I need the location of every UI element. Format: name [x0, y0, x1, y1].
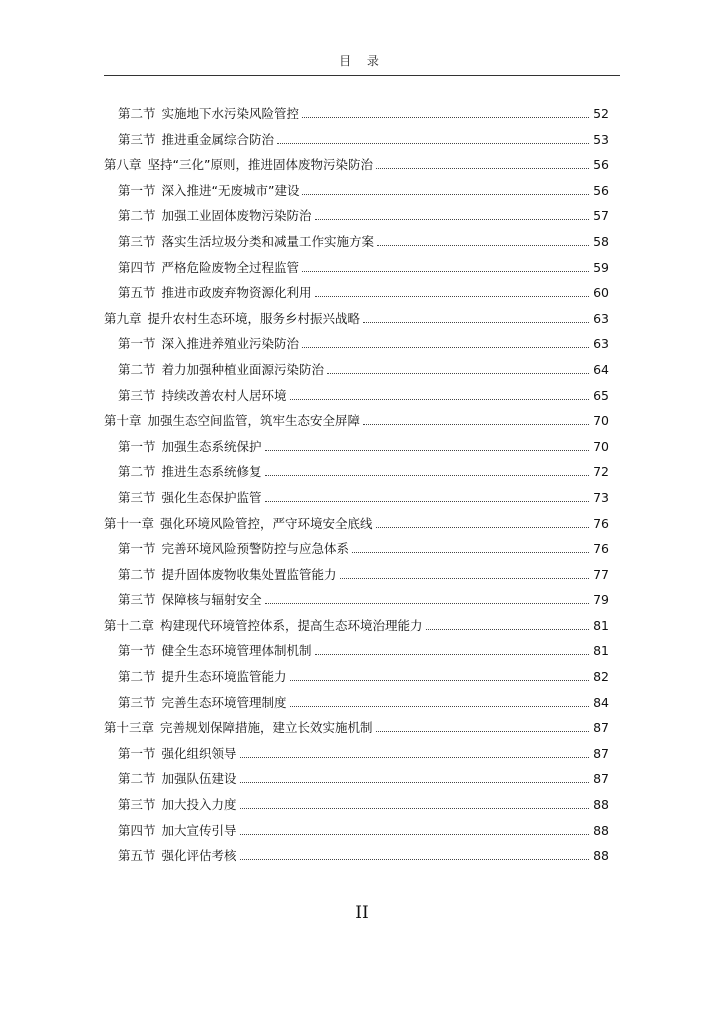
toc-entry-number: 第一节 — [118, 643, 156, 659]
toc-entry-title: 加强生态系统保护 — [161, 438, 262, 454]
toc-entry-title: 着力加强种植业面源污染防治 — [161, 361, 325, 377]
toc-entry-page: 84 — [593, 694, 609, 710]
toc-entry-number: 第五节 — [118, 285, 156, 301]
toc-dot-leader — [377, 244, 589, 246]
toc-section-entry[interactable] — [104, 258, 609, 284]
toc-entry-page: 63 — [593, 310, 609, 326]
toc-section-entry[interactable] — [104, 667, 609, 693]
toc-entry-number: 第三节 — [118, 489, 156, 505]
toc-dot-leader — [240, 781, 589, 783]
toc-entry-page: 70 — [593, 413, 609, 429]
toc-entry-number: 第十章 — [104, 413, 142, 429]
toc-entry-title: 加强队伍建设 — [161, 771, 237, 787]
toc-entry-page: 79 — [593, 592, 609, 608]
toc-entry-number: 第三节 — [118, 797, 156, 813]
toc-dot-leader — [426, 628, 589, 630]
toc-entry-title: 强化组织领导 — [161, 745, 237, 761]
toc-section-entry[interactable] — [104, 590, 609, 616]
toc-dot-leader — [240, 858, 589, 860]
header-divider — [104, 75, 620, 76]
toc-section-entry[interactable] — [104, 795, 609, 821]
toc-entry-page: 56 — [593, 182, 609, 198]
toc-dot-leader — [327, 372, 589, 374]
toc-entry-page: 59 — [593, 259, 609, 275]
toc-dot-leader — [363, 423, 589, 425]
toc-section-entry[interactable] — [104, 283, 609, 309]
toc-dot-leader — [376, 730, 589, 732]
toc-dot-leader — [265, 500, 589, 502]
toc-chapter-entry[interactable] — [104, 411, 609, 437]
toc-entry-number: 第二节 — [118, 361, 156, 377]
page-header-title: 目 录 — [339, 54, 385, 68]
toc-section-entry[interactable] — [104, 846, 609, 872]
toc-entry-number: 第四节 — [118, 822, 156, 838]
toc-dot-leader — [315, 218, 589, 220]
toc-section-entry[interactable] — [104, 206, 609, 232]
toc-entry-title: 落实生活垃圾分类和减量工作实施方案 — [161, 233, 375, 249]
toc-entry-number: 第十一章 — [104, 515, 155, 531]
toc-entry-number: 第八章 — [104, 157, 142, 173]
toc-entry-page: 88 — [593, 822, 609, 838]
toc-entry-title: 加大宣传引导 — [161, 822, 237, 838]
toc-entry-title: 加大投入力度 — [161, 797, 237, 813]
toc-entry-title: 提升农村生态环境，服务乡村振兴战略 — [147, 310, 361, 326]
toc-entry-page: 72 — [593, 464, 609, 480]
toc-chapter-entry[interactable] — [104, 155, 609, 181]
toc-entry-number: 第二节 — [118, 208, 156, 224]
toc-entry-page: 57 — [593, 208, 609, 224]
toc-dot-leader — [265, 602, 589, 604]
toc-dot-leader — [240, 756, 589, 758]
toc-entry-number: 第十二章 — [104, 617, 155, 633]
toc-dot-leader — [290, 679, 589, 681]
toc-entry-page: 88 — [593, 848, 609, 864]
toc-entry-title: 强化环境风险管控，严守环境安全底线 — [160, 515, 373, 531]
toc-section-entry[interactable] — [104, 565, 609, 591]
toc-entry-title: 推进生态系统修复 — [161, 464, 262, 480]
toc-entry-title: 完善规划保障措施，建立长效实施机制 — [160, 720, 373, 736]
toc-section-entry[interactable] — [104, 360, 609, 386]
toc-entry-title: 深入推进养殖业污染防治 — [161, 336, 300, 352]
toc-entry-number: 第二节 — [118, 566, 156, 582]
toc-chapter-entry[interactable] — [104, 616, 609, 642]
toc-dot-leader — [352, 551, 589, 553]
toc-dot-leader — [265, 474, 589, 476]
toc-section-entry[interactable] — [104, 386, 609, 412]
toc-section-entry[interactable] — [104, 181, 609, 207]
toc-dot-leader — [240, 807, 589, 809]
toc-dot-leader — [340, 577, 589, 579]
toc-dot-leader — [290, 398, 589, 400]
toc-dot-leader — [240, 833, 589, 835]
toc-entry-page: 87 — [593, 720, 609, 736]
toc-entry-number: 第十三章 — [104, 720, 155, 736]
toc-entry-number: 第二节 — [118, 669, 156, 685]
toc-entry-number: 第二节 — [118, 771, 156, 787]
toc-entry-page: 56 — [593, 157, 609, 173]
toc-entry-number: 第一节 — [118, 541, 156, 557]
toc-entry-number: 第五节 — [118, 848, 156, 864]
page-number: II — [355, 903, 369, 923]
toc-entry-page: 76 — [593, 541, 609, 557]
toc-dot-leader — [302, 270, 589, 272]
toc-entry-page: 88 — [593, 797, 609, 813]
toc-chapter-entry[interactable] — [104, 514, 609, 540]
toc-entry-page: 77 — [593, 566, 609, 582]
toc-section-entry[interactable] — [104, 130, 609, 156]
toc-entry-title: 健全生态环境管理体制机制 — [161, 643, 312, 659]
toc-entry-number: 第三节 — [118, 387, 156, 403]
toc-section-entry[interactable] — [104, 462, 609, 488]
toc-section-entry[interactable] — [104, 769, 609, 795]
toc-section-entry[interactable] — [104, 488, 609, 514]
toc-dot-leader — [315, 295, 589, 297]
toc-entry-number: 第一节 — [118, 336, 156, 352]
toc-section-entry[interactable] — [104, 539, 609, 565]
toc-entry-title: 坚持“三化”原则，推进固体废物污染防治 — [147, 157, 373, 173]
toc-dot-leader — [277, 142, 589, 144]
toc-entry-page: 81 — [593, 617, 609, 633]
toc-section-entry[interactable] — [104, 334, 609, 360]
toc-entry-title: 构建现代环境管控体系，提高生态环境治理能力 — [160, 617, 423, 633]
toc-section-entry[interactable] — [104, 641, 609, 667]
toc-entry-title: 提升固体废物收集处置监管能力 — [161, 566, 337, 582]
toc-entry-number: 第三节 — [118, 694, 156, 710]
toc-entry-number: 第一节 — [118, 182, 156, 198]
toc-dot-leader — [315, 653, 589, 655]
toc-dot-leader — [302, 346, 589, 348]
toc-entry-page: 60 — [593, 285, 609, 301]
toc-entry-title: 加强生态空间监管，筑牢生态安全屏障 — [147, 413, 361, 429]
toc-entry-title: 完善环境风险预警防控与应急体系 — [161, 541, 350, 557]
toc-entry-title: 保障核与辐射安全 — [161, 592, 262, 608]
toc-entry-number: 第二节 — [118, 464, 156, 480]
toc-entry-title: 加强工业固体废物污染防治 — [161, 208, 312, 224]
toc-entry-number: 第三节 — [118, 592, 156, 608]
toc-entry-page: 82 — [593, 669, 609, 685]
toc-entry-title: 严格危险废物全过程监管 — [161, 259, 300, 275]
toc-dot-leader — [376, 167, 589, 169]
toc-entry-number: 第三节 — [118, 233, 156, 249]
toc-entry-title: 强化生态保护监管 — [161, 489, 262, 505]
toc-entry-page: 76 — [593, 515, 609, 531]
toc-entry-number: 第一节 — [118, 438, 156, 454]
toc-entry-title: 强化评估考核 — [161, 848, 237, 864]
toc-entry-page: 87 — [593, 771, 609, 787]
toc-chapter-entry[interactable] — [104, 309, 609, 335]
table-of-contents — [104, 104, 609, 872]
toc-section-entry[interactable] — [104, 104, 609, 130]
toc-section-entry[interactable] — [104, 821, 609, 847]
toc-entry-page: 70 — [593, 438, 609, 454]
toc-entry-page: 65 — [593, 387, 609, 403]
toc-entry-number: 第四节 — [118, 259, 156, 275]
toc-entry-page: 73 — [593, 489, 609, 505]
toc-entry-page: 53 — [593, 131, 609, 147]
toc-entry-number: 第二节 — [118, 106, 156, 121]
toc-entry-title: 深入推进“无废城市”建设 — [161, 182, 300, 198]
toc-entry-title: 完善生态环境管理制度 — [161, 694, 287, 710]
toc-entry-number: 第三节 — [118, 131, 156, 147]
toc-entry-number: 第一节 — [118, 745, 156, 761]
toc-entry-title: 实施地下水污染风险管控 — [161, 106, 300, 121]
toc-entry-page: 58 — [593, 233, 609, 249]
toc-dot-leader — [302, 116, 589, 118]
toc-entry-title: 提升生态环境监管能力 — [161, 669, 287, 685]
toc-entry-number: 第九章 — [104, 310, 142, 326]
toc-dot-leader — [265, 449, 589, 451]
toc-entry-title: 推进重金属综合防治 — [161, 131, 275, 147]
toc-entry-page: 52 — [593, 106, 609, 121]
toc-entry-page: 81 — [593, 643, 609, 659]
toc-dot-leader — [302, 193, 589, 195]
toc-dot-leader — [290, 705, 589, 707]
toc-section-entry[interactable] — [104, 232, 609, 258]
toc-chapter-entry[interactable] — [104, 718, 609, 744]
toc-section-entry[interactable] — [104, 744, 609, 770]
toc-entry-title: 持续改善农村人居环境 — [161, 387, 287, 403]
toc-entry-page: 87 — [593, 745, 609, 761]
toc-section-entry[interactable] — [104, 693, 609, 719]
toc-entry-page: 63 — [593, 336, 609, 352]
toc-dot-leader — [376, 526, 589, 528]
toc-section-entry[interactable] — [104, 437, 609, 463]
toc-entry-title: 推进市政废弃物资源化利用 — [161, 285, 312, 301]
toc-dot-leader — [363, 321, 589, 323]
toc-entry-page: 64 — [593, 361, 609, 377]
